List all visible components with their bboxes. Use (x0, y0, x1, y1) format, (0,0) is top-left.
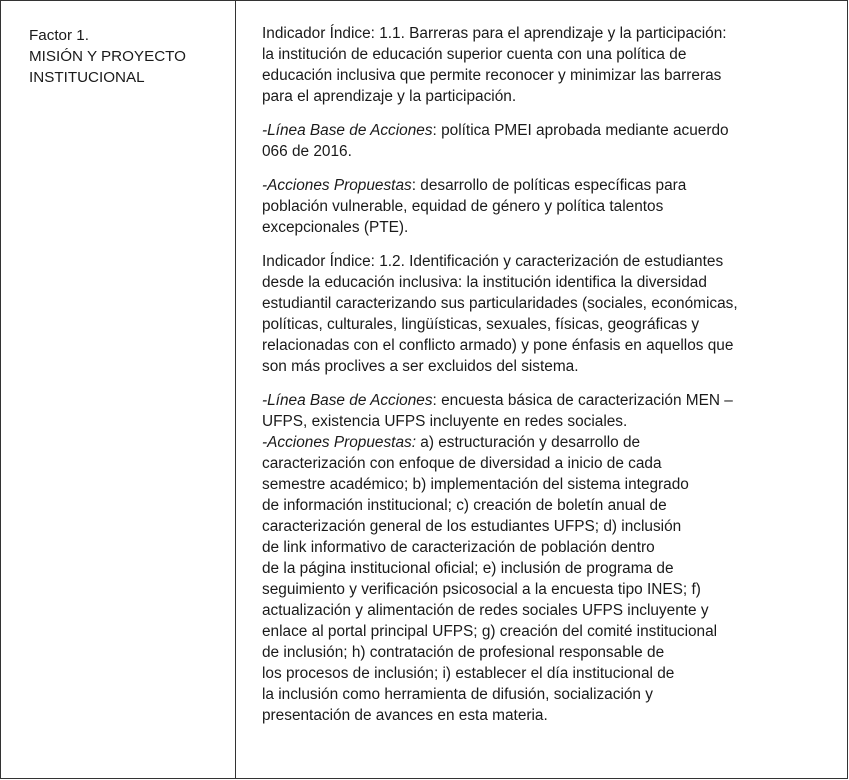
factor-title-line-1: MISIÓN Y PROYECTO (29, 48, 186, 65)
proposed-actions-1-text: : desarrollo de políticas específicas para (411, 177, 687, 194)
proposed-actions-2-line: de información institucional; c) creación de boletín anual de (262, 497, 667, 514)
factor-cell (1, 1, 236, 779)
proposed-actions-2-line: presentación de avances en esta materia. (262, 707, 548, 724)
proposed-actions-1-label: -Acciones Propuestas (262, 177, 412, 194)
factor-title-line-2: INSTITUCIONAL (29, 69, 145, 86)
indicator-1-2-line: son más proclives a ser excluidos del sistema. (262, 358, 579, 375)
proposed-actions-2-line: de la página institucional oficial; e) inclusión de programa de (262, 560, 674, 577)
indicator-1-1-line: la institución de educación superior cuenta con una política de (262, 46, 687, 63)
proposed-actions-1 (262, 175, 839, 238)
proposed-actions-2 (262, 432, 839, 726)
table-row (1, 1, 848, 779)
baseline-actions-2-line: UFPS, existencia UFPS incluyente en redes sociales. (262, 413, 628, 430)
proposed-actions-1-line: población vulnerable, equidad de género y política talentos (262, 198, 664, 215)
factor-label: Factor 1. (29, 27, 89, 44)
proposed-actions-2-line: la inclusión como herramienta de difusión, socialización y (262, 686, 653, 703)
indicator-1-1 (262, 23, 839, 107)
proposed-actions-2-line: semestre académico; b) implementación del sistema integrado (262, 476, 689, 493)
indicator-1-1-line: educación inclusiva que permite reconocer y minimizar las barreras (262, 67, 722, 84)
proposed-actions-2-line: enlace al portal principal UFPS; g) creación del comité institucional (262, 623, 718, 640)
indicator-1-2-line: estudiantil caracterizando sus particularidades (sociales, económicas, (262, 295, 738, 312)
indicator-1-2 (262, 251, 839, 377)
indicator-1-2-line: políticas, culturales, lingüísticas, sexuales, físicas, geográficas y (262, 316, 700, 333)
content-cell (236, 1, 848, 779)
proposed-actions-1-line: excepcionales (PTE). (262, 219, 409, 236)
indicator-1-2-line: relacionadas con el conflicto armado) y pone énfasis en aquellos que (262, 337, 734, 354)
indicator-1-1-line: Indicador Índice: 1.1. Barreras para el aprendizaje y la participación: (262, 25, 727, 42)
proposed-actions-2-line: caracterización general de los estudiantes UFPS; d) inclusión (262, 518, 682, 535)
baseline-actions-2-label: -Línea Base de Acciones (262, 392, 433, 409)
proposed-actions-2-line: caracterización con enfoque de diversidad a inicio de cada (262, 455, 662, 472)
indicator-1-2-line: Indicador Índice: 1.2. Identificación y caracterización de estudiantes (262, 253, 724, 270)
baseline-actions-1-label: -Línea Base de Acciones (262, 122, 433, 139)
content-body (236, 1, 847, 726)
proposed-actions-2-text: a) estructuración y desarrollo de (415, 434, 641, 451)
baseline-actions-1 (262, 120, 839, 162)
indicator-1-1-line: para el aprendizaje y la participación. (262, 88, 517, 105)
baseline-actions-2-text: : encuesta básica de caracterización MEN – (432, 392, 733, 409)
proposed-actions-2-line: actualización y alimentación de redes sociales UFPS incluyente y (262, 602, 709, 619)
proposed-actions-2-line: de link informativo de caracterización de población dentro (262, 539, 655, 556)
proposed-actions-2-line: de inclusión; h) contratación de profesional responsable de (262, 644, 665, 661)
baseline-actions-1-text: : política PMEI aprobada mediante acuerdo (432, 122, 729, 139)
proposed-actions-2-line: seguimiento y verificación psicosocial a la encuesta tipo INES; f) (262, 581, 701, 598)
baseline-actions-2 (262, 390, 839, 432)
proposed-actions-2-label: -Acciones Propuestas: (262, 434, 416, 451)
proposed-actions-2-line: los procesos de inclusión; i) establecer el día institucional de (262, 665, 675, 682)
indicator-1-2-line: desde la educación inclusiva: la institución identifica la diversidad (262, 274, 707, 291)
factor-heading (1, 1, 235, 88)
baseline-actions-1-line: 066 de 2016. (262, 143, 352, 160)
